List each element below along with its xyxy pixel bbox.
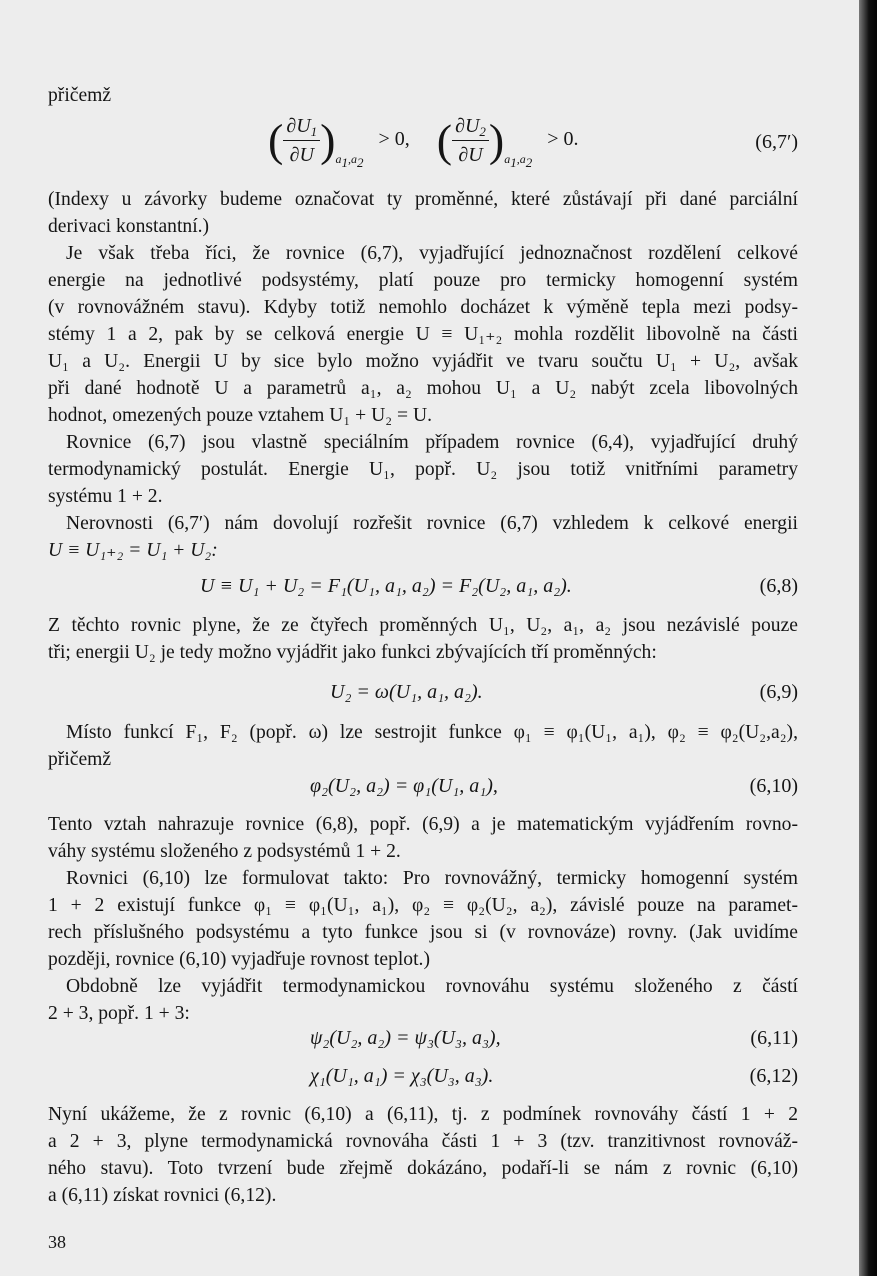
text-line: 2 + 3, popř. 1 + 3:	[48, 1003, 190, 1024]
text-line: systému 1 + 2.	[48, 486, 163, 507]
text-line: Nyní ukážeme, že z rovnic (6,10) a (6,11), tj. z podmínek rovnováhy částí 1 + 2	[48, 1104, 798, 1125]
text-line: Rovnice (6,7) jsou vlastně speciálním případem rovnice (6,4), vyjadřující druhý	[66, 432, 798, 453]
text-line: Rovnici (6,10) lze formulovat takto: Pro rovnovážný, termicky homogenní systém	[66, 868, 798, 889]
equation-6-9: U₂ = ω(U₁, a₁, a₂).	[330, 681, 483, 703]
book-binding-edge	[859, 0, 877, 1276]
text-line: Je však třeba říci, že rovnice (6,7), vyjadřující jednoznačnost rozdělení celkové	[66, 243, 798, 264]
text-line: 1 + 2 existují funkce φ₁ ≡ φ₁(U₁, a₁), φ₂ ≡ φ₂(U₂, a₂), závislé pouze na paramet-	[48, 895, 798, 916]
text-line: při dané hodnotě U a parametrů a₁, a₂ mohou U₁ a U₂ nabýt zcela libovolných	[48, 378, 798, 399]
text-line: přičemž	[48, 85, 112, 106]
text-line: Místo funkcí F₁, F₂ (popř. ω) lze sestrojit funkce φ₁ ≡ φ₁(U₁, a₁), φ₂ ≡ φ₂(U₂,a₂),	[66, 722, 798, 743]
equation-number: (6,8)	[759, 575, 798, 597]
text-line: U ≡ U₁₊₂ = U₁ + U₂:	[48, 540, 218, 561]
text-line: (v rovnovážném stavu). Kdyby totiž nemohlo docházet k výměně tepla mezi podsy-	[48, 297, 798, 318]
equation-number: (6,12)	[749, 1065, 798, 1087]
text-line: stémy 1 a 2, pak by se celková energie U ≡ U₁₊₂ mohla rozdělit libovolně na části	[48, 324, 798, 345]
text-line: váhy systému složeného z podsystémů 1 + 2.	[48, 841, 401, 862]
text-line: energie na jednotlivé podsystémy, platí pouze pro termicky homogenní systém	[48, 270, 798, 291]
text-line: tři; energii U₂ je tedy možno vyjádřit jako funkci zbývajících tří proměnných:	[48, 642, 657, 663]
text-line: přičemž	[48, 749, 112, 770]
text-line: Tento vztah nahrazuje rovnice (6,8), popř. (6,9) a je matematickým vyjádřením rovno-	[48, 814, 798, 835]
equation-number: (6,7′)	[755, 131, 798, 153]
text-line: hodnot, omezených pouze vztahem U₁ + U₂ = U.	[48, 405, 432, 426]
text-line: Z těchto rovnic plyne, že ze čtyřech proměnných U₁, U₂, a₁, a₂ jsou nezávislé pouze	[48, 615, 798, 636]
text-line: a (6,11) získat rovnici (6,12).	[48, 1185, 277, 1206]
equation-number: (6,10)	[749, 775, 798, 797]
text-line: U₁ a U₂. Energii U by sice bylo možno vyjádřit ve tvaru součtu U₁ + U₂, avšak	[48, 351, 798, 372]
equation-6-8: U ≡ U₁ + U₂ = F₁(U₁, a₁, a₂) = F₂(U₂, a₁, a₂).	[200, 575, 572, 597]
equation-6-7-prime: ( $\frac{\partial U_1}{\partial U}$ )$_{a_1,a_2} > 0$, ( $\frac{\partial U_2}{\partial U}$ )$_{a_1,a_2} > 0$.	[268, 112, 579, 174]
text-line: derivaci konstantní.)	[48, 216, 210, 237]
page-number: 38	[48, 1232, 66, 1252]
text-line: ného stavu). Toto tvrzení bude zřejmě dokázáno, podaří-li se nám z rovnic (6,10)	[48, 1158, 798, 1179]
text-line: Nerovnosti (6,7′) nám dovolují rozřešit rovnice (6,7) vzhledem k celkové energii	[66, 513, 798, 534]
equation-number: (6,9)	[759, 681, 798, 703]
text-line: a 2 + 3, plyne termodynamická rovnováha části 1 + 3 (tzv. tranzitivnost rovnováž-	[48, 1131, 798, 1152]
equation-6-11: ψ₂(U₂, a₂) = ψ₃(U₃, a₃),	[310, 1027, 501, 1049]
text-line: termodynamický postulát. Energie U₁, popř. U₂ jsou totiž vnitřními parametry	[48, 459, 798, 480]
text-line: rech příslušného podsystému a tyto funkce jsou si (v rovnováze) rovny. (Jak uvidíme	[48, 922, 798, 943]
equation-6-12: χ₁(U₁, a₁) = χ₃(U₃, a₃).	[310, 1065, 494, 1087]
text-line: později, rovnice (6,10) vyjadřuje rovnost teplot.)	[48, 949, 430, 970]
equation-6-10: φ₂(U₂, a₂) = φ₁(U₁, a₁),	[310, 775, 498, 797]
equation-number: (6,11)	[750, 1027, 798, 1049]
text-line: (Indexy u závorky budeme označovat ty proměnné, které zůstávají při dané parciální	[48, 189, 798, 210]
text-line: Obdobně lze vyjádřit termodynamickou rovnováhu systému složeného z částí	[66, 976, 798, 997]
